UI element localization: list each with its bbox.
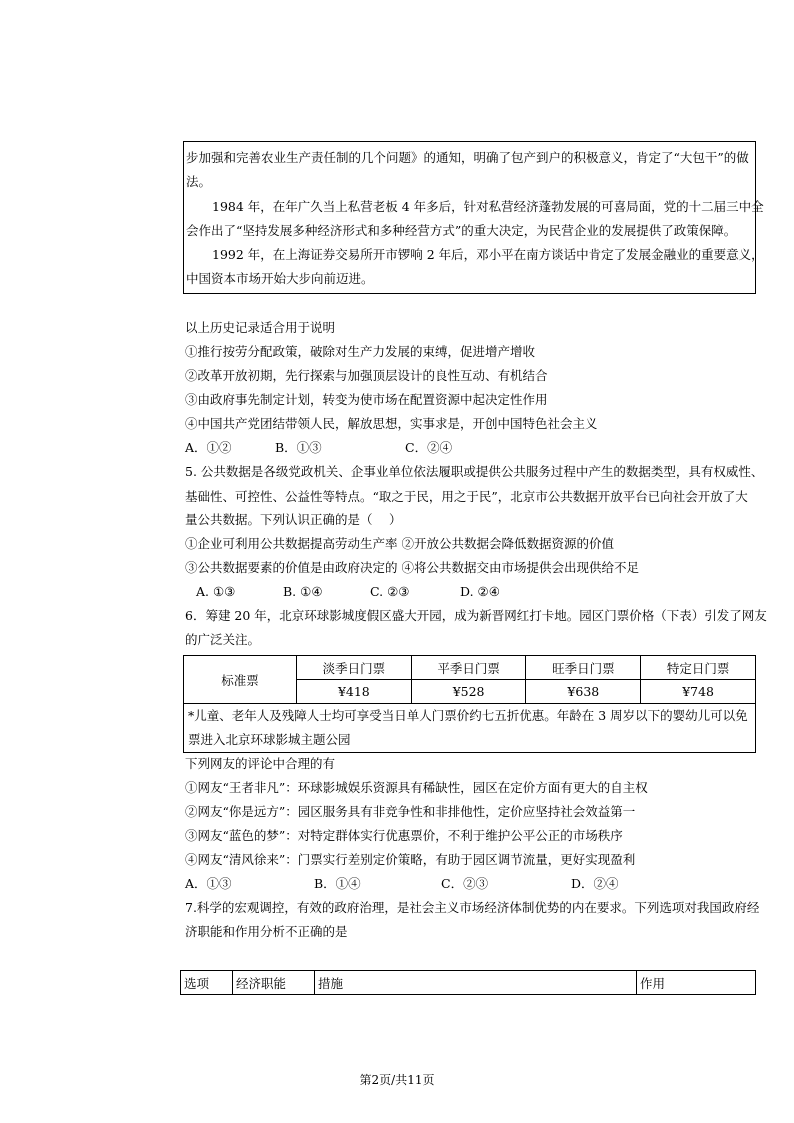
q6-option-d: D．②④ bbox=[571, 876, 619, 891]
passage-line: 1992 年，在上海证券交易所开市锣响 2 年后，邓小平在南方谈话中肯定了发展金融业的重要意义， bbox=[212, 247, 764, 262]
q6-after-text: 下列网友的评论中合理的有 bbox=[185, 756, 336, 771]
q4-option-b: B．①③ bbox=[275, 440, 322, 455]
q4-option-c: C．②④ bbox=[405, 440, 453, 455]
q5-option-d: D. ②④ bbox=[460, 584, 500, 599]
q5-option-b: B. ①④ bbox=[283, 584, 323, 599]
table-row bbox=[184, 704, 756, 753]
q6-item: ④网友“清风徐来”：门票实行差别定价策略，有助于园区调节流量，更好实现盈利 bbox=[185, 852, 636, 867]
q6-item: ③网友“蓝色的梦”：对特定群体实行优惠票价，不利于维护公平公正的市场秩序 bbox=[185, 828, 623, 843]
q4-option-a: A．①② bbox=[185, 440, 232, 455]
q5-option-a: A. ①③ bbox=[196, 584, 236, 599]
q4-stem: 以上历史记录适合用于说明 bbox=[185, 320, 336, 335]
header-measures: 措施 bbox=[315, 971, 637, 995]
price-special-day: ¥748 bbox=[641, 680, 756, 704]
table-note-line: 票进入北京环球影城主题公园 bbox=[188, 732, 351, 747]
q7-stem: 7.科学的宏观调控，有效的政府治理，是社会主义市场经济体制优势的内在要求。下列选项对我国政府经 bbox=[185, 900, 760, 915]
q4-item: ④中国共产党团结带领人民，解放思想，实事求是，开创中国特色社会主义 bbox=[185, 416, 598, 431]
header-option: 选项 bbox=[181, 971, 233, 995]
q5-option-c: C. ②③ bbox=[370, 584, 410, 599]
q4-item: ②改革开放初期，先行探索与加强顶层设计的良性互动、有机结合 bbox=[185, 368, 548, 383]
price-off-season: ¥418 bbox=[297, 680, 412, 704]
q5-stem: 5. 公共数据是各级党政机关、企事业单位依法履职或提供公共服务过程中产生的数据类型，具有权威性、 bbox=[185, 464, 764, 479]
q6-stem: 6．筹建 20 年，北京环球影城度假区盛大开园，成为新晋网红打卡地。园区门票价格（下表）引发了网友 bbox=[185, 608, 767, 623]
header-special-day: 特定日门票 bbox=[641, 656, 756, 680]
price-regular-season: ¥528 bbox=[411, 680, 526, 704]
q4-item: ③由政府事先制定计划，转变为使市场在配置资源中起决定性作用 bbox=[185, 392, 548, 407]
q6-item: ①网友“王者非凡”：环球影城娱乐资源具有稀缺性，园区在定价方面有更大的自主权 bbox=[185, 780, 648, 795]
table-row bbox=[184, 656, 756, 680]
q6-option-c: C．②③ bbox=[441, 876, 489, 891]
q6-option-a: A．①③ bbox=[185, 876, 232, 891]
passage-line: 步加强和完善农业生产责任制的几个问题》的通知，明确了包产到户的积极意义，肯定了“大包干”的做 bbox=[186, 150, 749, 165]
header-regular-season: 平季日门票 bbox=[411, 656, 526, 680]
q7-table bbox=[180, 970, 756, 995]
q4-item: ①推行按劳分配政策，破除对生产力发展的束缚，促进增产增收 bbox=[185, 344, 536, 359]
q5-item: ③公共数据要素的价值是由政府决定的 ④将公共数据交由市场提供会出现供给不足 bbox=[185, 560, 639, 575]
table-note bbox=[184, 704, 756, 753]
page-number: 第2页/共11页 bbox=[359, 1073, 435, 1087]
passage-line: 1984 年，在年广久当上私营老板 4 年多后，针对私营经济蓬勃发展的可喜局面，党的十二届三中全 bbox=[212, 199, 764, 214]
header-off-season: 淡季日门票 bbox=[297, 656, 412, 680]
passage-line: 法。 bbox=[186, 174, 212, 189]
passage-line: 中国资本市场开始大步向前迈进。 bbox=[186, 271, 374, 286]
ticket-price-table bbox=[183, 655, 756, 753]
q6-option-b: B．①④ bbox=[314, 876, 361, 891]
header-economic-function: 经济职能 bbox=[233, 971, 315, 995]
price-peak-season: ¥638 bbox=[526, 680, 641, 704]
q5-stem: 基础性、可控性、公益性等特点。“取之于民，用之于民”，北京市公共数据开放平台已向社会开放了大 bbox=[185, 489, 748, 504]
header-peak-season: 旺季日门票 bbox=[526, 656, 641, 680]
q6-stem: 的广泛关注。 bbox=[185, 632, 261, 647]
table-note-line: *儿童、老年人及残障人士均可享受当日单人门票价约七五折优惠。年龄在 3 周岁以下的婴幼儿可以免 bbox=[188, 708, 748, 723]
table-row bbox=[181, 971, 756, 995]
passage-line: 会作出了“坚持发展多种经济形式和多种经营方式”的重大决定，为民营企业的发展提供了政策保障。 bbox=[186, 223, 737, 238]
q5-stem: 量公共数据。下列认识正确的是（ ） bbox=[185, 512, 402, 527]
header-effect: 作用 bbox=[637, 971, 756, 995]
row-header-standard: 标准票 bbox=[184, 656, 297, 704]
q5-item: ①企业可利用公共数据提高劳动生产率 ②开放公共数据会降低数据资源的价值 bbox=[185, 536, 614, 551]
q7-stem: 济职能和作用分析不正确的是 bbox=[185, 924, 348, 939]
q6-item: ②网友“你是远方”：园区服务具有非竞争性和非排他性，定价应坚持社会效益第一 bbox=[185, 804, 636, 819]
